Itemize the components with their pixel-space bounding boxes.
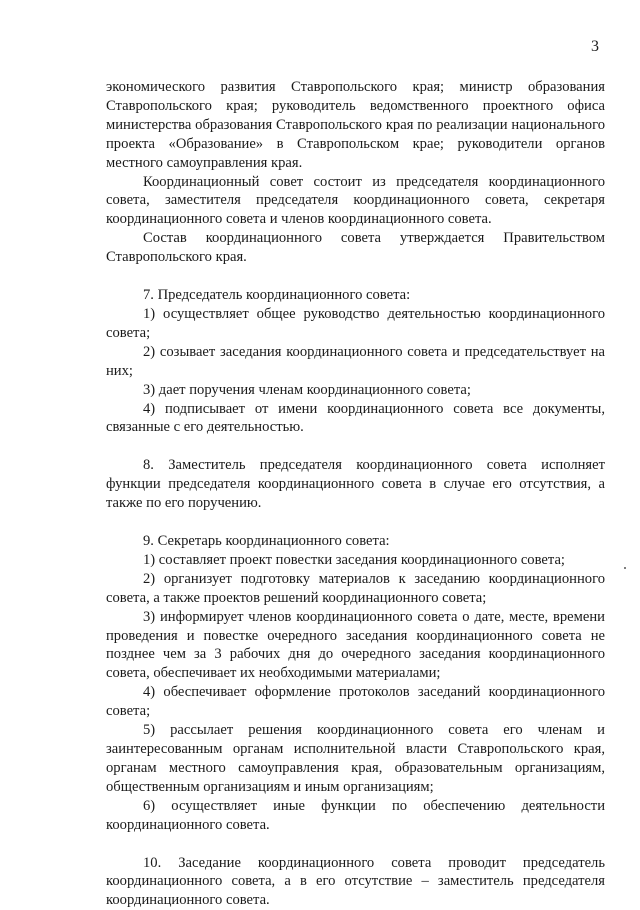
document-body (106, 78, 605, 910)
section-9-item-4: 4) обеспечивает оформление протоколов заседаний координационного совета; (106, 684, 605, 720)
section-9-item-5: 5) рассылает решения координационного совета его членам и заинтересованным органам исполнительной власти Ставропольского края, органам местного самоуправления края, образовательным организациям, общественным организациям и иным организациям; (106, 722, 605, 795)
section-spacer (106, 437, 605, 456)
paragraph-membership-continued: экономического развития Ставропольского края; министр образования Ставропольского края; руководитель ведомственного проектного офиса министерства образования Ставропольского края по реализации национального проекта «Образование» в Ставропольском крае; руководители органов местного самоуправления края. (106, 79, 605, 171)
section-7-item-1: 1) осуществляет общее руководство деятельностью координационного совета; (106, 305, 605, 341)
section-9-item-3: 3) информирует членов координационного совета о дате, месте, времени проведения и повестке очередного заседания координационного совета не позднее чем за 3 рабочих дня до очередного заседания координационного совета, обеспечивает их необходимыми материалами; (106, 608, 605, 682)
section-spacer (106, 267, 605, 286)
section-spacer (106, 513, 605, 532)
paragraph-council-composition: Координационный совет состоит из председателя координационного совета, заместителя председателя координационного совета, секретаря координационного совета и членов координационного совета. (106, 173, 605, 228)
section-7-item-3: 3) дает поручения членам координационного совета; (143, 381, 471, 398)
margin-speck (624, 567, 626, 569)
section-9-heading: 9. Секретарь координационного совета: (143, 533, 390, 550)
section-9-item-6: 6) осуществляет иные функции по обеспечению деятельности координационного совета. (106, 797, 605, 833)
section-8-paragraph: 8. Заместитель председателя координационного совета исполняет функции председателя координационного совета в случае его отсутствия, а также по его поручению. (106, 457, 605, 512)
section-7-item-2: 2) созывает заседания координационного совета и председательствует на них; (106, 343, 605, 379)
section-9-item-1: 1) составляет проект повестки заседания координационного совета; (143, 551, 565, 568)
paragraph-council-approval: Состав координационного совета утверждается Правительством Ставропольского края. (106, 230, 605, 266)
page-number: 3 (591, 38, 599, 55)
section-10-paragraph: 10. Заседание координационного совета проводит председатель координационного совета, а в его отсутствие – заместитель председателя координационного совета. (106, 854, 605, 909)
section-7-item-4: 4) подписывает от имени координационного совета все документы, связанные с его деятельностью. (106, 400, 605, 436)
section-7-heading: 7. Председатель координационного совета: (143, 287, 411, 304)
section-spacer (106, 835, 605, 854)
section-9-item-2: 2) организует подготовку материалов к заседанию координационного совета, а также проектов решений координационного совета; (106, 570, 605, 606)
